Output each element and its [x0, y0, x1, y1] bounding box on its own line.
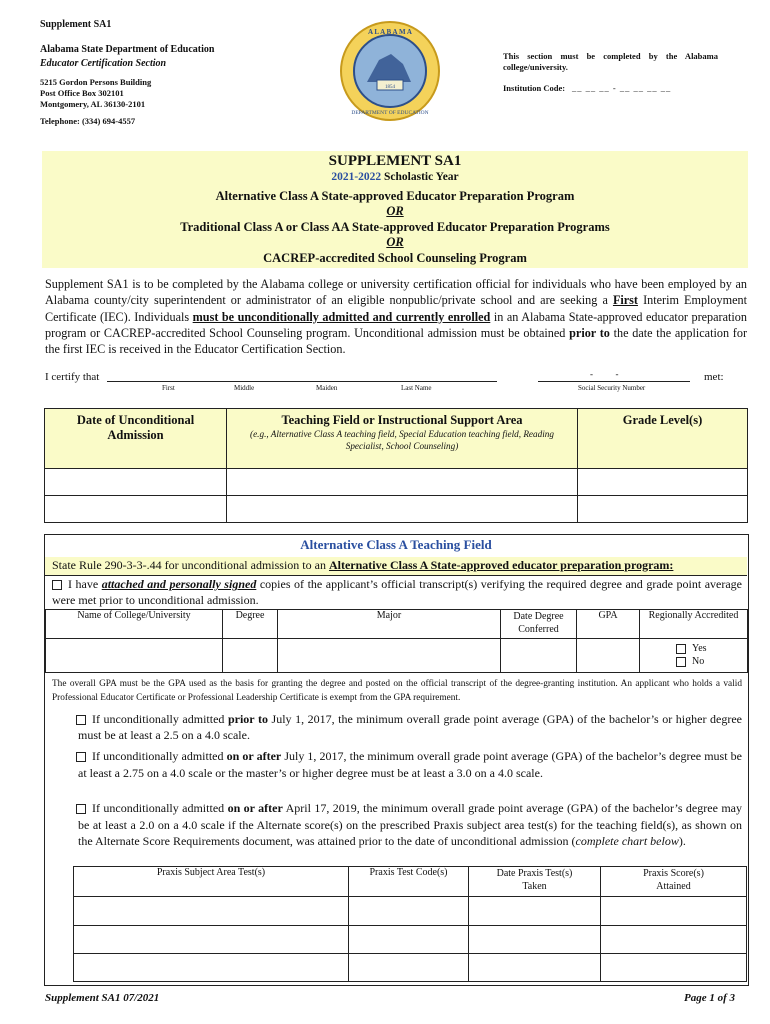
gpa-option-1: If unconditionally admitted prior to July 1, 2017, the minimum overall grade point average (GPA) of the bachelor’s or higher degree must be at least a 2.5 on a 4.0 scale. [78, 712, 742, 742]
name-field[interactable] [107, 381, 497, 382]
intro-text-3: in an Alabama State-approved educator preparation program or CACREP-accredited School Counseling program. Unconditional admission must be obtained [45, 309, 747, 340]
gpa-cell[interactable] [577, 639, 640, 673]
praxis-test-cell[interactable] [74, 954, 349, 982]
college-cell[interactable] [46, 639, 223, 673]
or-2: OR [386, 235, 404, 249]
praxis-test-cell[interactable] [74, 926, 349, 954]
teaching-field-cell[interactable] [227, 496, 578, 523]
praxis-score-cell[interactable] [601, 897, 747, 926]
praxis-code-cell[interactable] [349, 954, 469, 982]
transcript-attestation: I have attached and personally signed copies of the applicant’s official transcript(s) verifying the required degree and grade point average were met prior to unconditional admission. [52, 577, 743, 607]
ssn-dashes: - - [590, 369, 619, 379]
program-line-2: Traditional Class A or Class AA State-approved Educator Preparation Programs [180, 220, 610, 234]
praxis-test-cell[interactable] [74, 897, 349, 926]
praxis-score-cell[interactable] [601, 926, 747, 954]
yes-checkbox[interactable] [676, 644, 686, 654]
intro-paragraph [45, 276, 747, 357]
scholastic-year: 2021-2022 [331, 171, 382, 183]
praxis-code-header: Praxis Test Code(s) [349, 867, 469, 897]
admission-date-cell[interactable] [45, 496, 227, 523]
divider [45, 575, 747, 576]
praxis-date-cell[interactable] [469, 954, 601, 982]
praxis-code-cell[interactable] [349, 897, 469, 926]
praxis-table [73, 866, 747, 982]
state-rule: State Rule 290-3-3-.44 for unconditional admission to an Alternative Class A State-approved educator preparation program: [52, 558, 674, 572]
major-header: Major [278, 610, 501, 639]
degree-cell[interactable] [223, 639, 278, 673]
grade-level-cell[interactable] [578, 469, 748, 496]
form-label: Supplement SA1 [40, 19, 112, 30]
grade-level-header: Grade Level(s) [578, 409, 748, 469]
svg-text:A L A B A M A: A L A B A M A [368, 28, 412, 36]
program-line-3: CACREP-accredited School Counseling Program [263, 251, 527, 265]
degree-header: Degree [223, 610, 278, 639]
admission-date-cell[interactable] [45, 469, 227, 496]
admission-table [44, 408, 748, 523]
gpa-header: GPA [577, 610, 640, 639]
institution-code-label: Institution Code: [503, 83, 566, 93]
met-label: met: [704, 371, 724, 383]
ssn-field[interactable] [538, 381, 690, 382]
option-2-checkbox[interactable] [76, 752, 86, 762]
praxis-test-header: Praxis Subject Area Test(s) [74, 867, 349, 897]
address-line-2: Post Office Box 302101 [40, 88, 124, 98]
alt-section-title: Alternative Class A Teaching Field [300, 537, 492, 552]
phone: Telephone: (334) 694-4557 [40, 116, 136, 126]
admission-date-header: Date of Unconditional Admission [45, 409, 227, 469]
teaching-field-cell[interactable] [227, 469, 578, 496]
maiden-label: Maiden [316, 384, 338, 392]
intro-first: First [612, 293, 638, 308]
college-header: Name of College/University [46, 610, 223, 639]
institution-code-field[interactable]: __ __ __ - __ __ __ __ [572, 83, 672, 93]
gpa-note: The overall GPA must be the GPA used as the basis for granting the degree and posted on the official transcript of the degree-granting institution. An applicant who holds a valid Professional Educator Certificate or Professional Leadership Certificate is exempt from the GPA requirement. [52, 679, 742, 703]
degree-table [45, 609, 748, 673]
last-name-label: Last Name [401, 384, 432, 392]
page-number: Page 1 of 3 [684, 992, 736, 1004]
address-line-1: 5215 Gordon Persons Building [40, 77, 152, 87]
first-label: First [162, 384, 175, 392]
agency-name: Alabama State Department of Education [40, 44, 215, 55]
or-1: OR [386, 204, 404, 218]
ssn-label: Social Security Number [578, 384, 646, 392]
accredited-header: Regionally Accredited [640, 610, 748, 639]
yes-label: Yes [692, 643, 707, 654]
grade-level-cell[interactable] [578, 496, 748, 523]
svg-text:1854: 1854 [385, 85, 395, 90]
praxis-score-header: Praxis Score(s) Attained [601, 867, 747, 897]
section-name: Educator Certification Section [40, 58, 167, 69]
middle-label: Middle [234, 384, 255, 392]
address-line-3: Montgomery, AL 36130-2101 [40, 99, 146, 109]
date-conferred-cell[interactable] [501, 639, 577, 673]
praxis-date-header: Date Praxis Test(s) Taken [469, 867, 601, 897]
intro-text-1: Supplement SA1 is to be completed by the Alabama college or university certification official for individuals who have been employed by an Alabama county/city superintendent or administrator of an eligible nonpublic/private school and are seeking a [45, 277, 747, 308]
certify-label: I certify that [45, 371, 100, 383]
praxis-date-cell[interactable] [469, 926, 601, 954]
praxis-date-cell[interactable] [469, 897, 601, 926]
intro-text-4: the date the application for the first IEC is received in the Educator Certification Section. [45, 325, 747, 357]
major-cell[interactable] [278, 639, 501, 673]
gpa-option-2: If unconditionally admitted on or after July 1, 2017, the minimum overall grade point average (GPA) of the bachelor’s degree must be at least a 2.75 on a 4.0 scale or the master’s or higher degree must be at least a 3.0 on a 4.0 scale. [78, 749, 742, 780]
no-checkbox[interactable] [676, 657, 686, 667]
title-banner [42, 151, 748, 268]
accredited-cell [640, 639, 748, 673]
attestation-checkbox[interactable] [52, 580, 62, 590]
praxis-code-cell[interactable] [349, 926, 469, 954]
intro-text-2: Interim Employment Certificate (IEC). Individuals [45, 293, 747, 324]
program-line-1: Alternative Class A State-approved Educator Preparation Program [215, 189, 575, 203]
teaching-field-header: Teaching Field or Instructional Support Area (e.g., Alternative Class A teaching field, Special Education teaching field, Reading Specialist, School Counseling) [227, 409, 578, 469]
svg-text:DEPARTMENT OF EDUCATION: DEPARTMENT OF EDUCATION [351, 110, 429, 116]
completion-notice: This section must be completed by the Alabama college/university. [503, 51, 718, 72]
date-conferred-header: Date Degree Conferred [501, 610, 577, 639]
no-label: No [692, 656, 705, 667]
page-title: SUPPLEMENT SA1 [328, 153, 462, 169]
footer-form-id: Supplement SA1 07/2021 [45, 992, 160, 1004]
gpa-option-3: If unconditionally admitted on or after April 17, 2019, the minimum overall grade point average (GPA) of the bachelor’s degree may be at least a 2.0 on a 4.0 scale if the Alternate score(s) on the prescribed Praxis subject area test(s) for the teaching field(s), as shown on the Alternate Score Requirements document, was attained prior to the date of unconditional admission (complete chart below). [78, 801, 742, 848]
state-seal-logo [339, 20, 441, 122]
intro-prior: prior to [569, 325, 610, 340]
option-3-checkbox[interactable] [76, 804, 86, 814]
praxis-score-cell[interactable] [601, 954, 747, 982]
intro-must: must be unconditionally admitted and currently enrolled [192, 309, 491, 324]
option-1-checkbox[interactable] [76, 715, 86, 725]
scholastic-year-label: Scholastic Year [381, 171, 459, 183]
